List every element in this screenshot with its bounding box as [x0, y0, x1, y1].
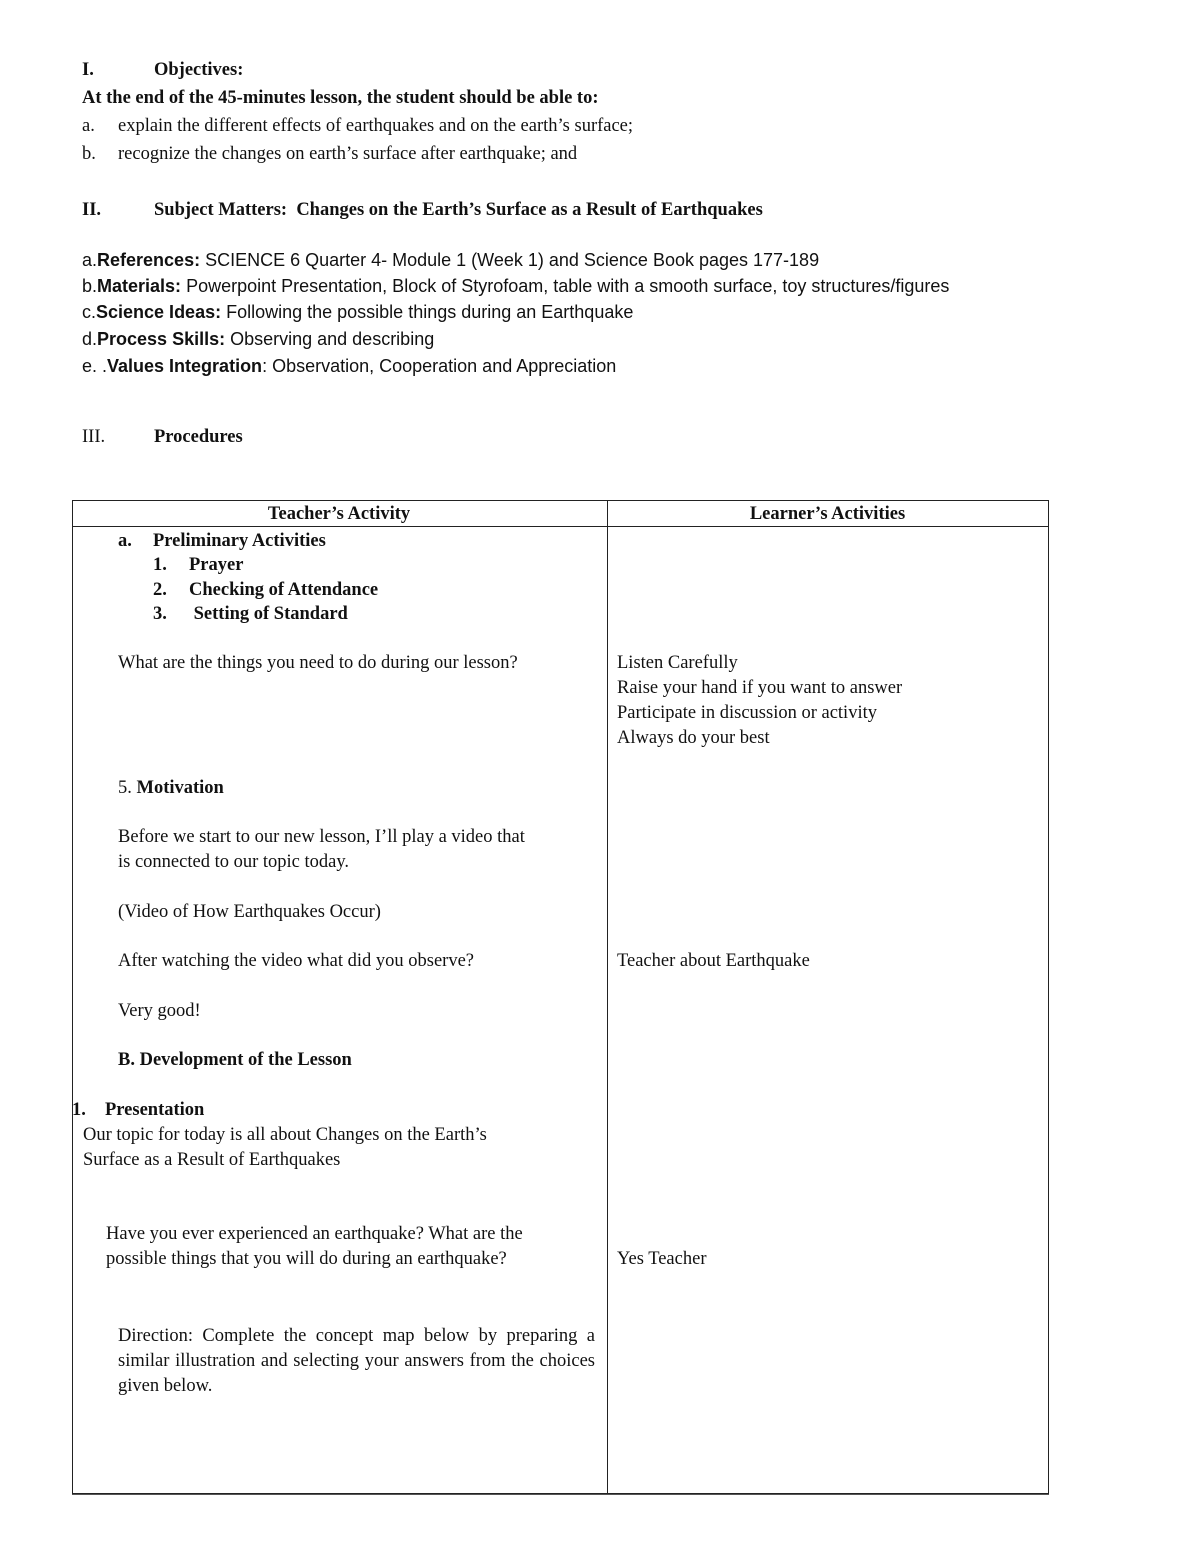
motivation-number: 5. — [118, 778, 132, 798]
step-number: 1. — [153, 555, 167, 575]
subject-item-process-skills — [82, 329, 434, 350]
list-marker: b. — [82, 144, 96, 164]
motivation-intro-line-2: is connected to our topic today. — [118, 852, 350, 872]
step-number: 2. — [153, 580, 167, 600]
direction-text: Direction: Complete the concept map below by preparing a similar illustration and selecting your answers from the choices given below. — [118, 1326, 595, 1396]
objective-item — [82, 116, 633, 137]
praise-text: Very good! — [118, 1001, 201, 1021]
item-label: Science Ideas: — [96, 302, 222, 322]
item-text: Following the possible things during an Earthquake — [221, 302, 634, 322]
step-number: 3. — [153, 604, 167, 624]
learner-experience-answer: Yes Teacher — [617, 1249, 707, 1269]
learner-standard-3: Participate in discussion or activity — [617, 703, 877, 723]
section-numeral: I. — [82, 60, 94, 80]
header-learner-activities: Learner’s Activities — [749, 504, 906, 524]
list-marker: a. — [82, 116, 95, 136]
development-heading: B. Development of the Lesson — [118, 1050, 352, 1070]
table-bottom-rule — [72, 1494, 1049, 1495]
standard-question: What are the things you need to do during our lesson? — [118, 653, 518, 673]
learner-standard-4: Always do your best — [617, 728, 770, 748]
experience-question-line-2: possible things that you will do during an earthquake? — [106, 1249, 507, 1269]
presentation-text-line-2: Surface as a Result of Earthquakes — [83, 1150, 341, 1170]
item-text: Observing and describing — [225, 329, 435, 349]
preliminary-title: Preliminary Activities — [153, 531, 326, 551]
column-divider — [607, 501, 608, 1493]
step-text: Prayer — [189, 555, 244, 575]
subject-matter-heading — [82, 200, 763, 221]
item-text: : Observation, Cooperation and Appreciation — [262, 356, 617, 376]
step-standard — [153, 604, 348, 625]
item-label: Values Integration — [107, 356, 263, 376]
objective-item — [82, 144, 577, 165]
section-title: Subject Matters: — [154, 200, 288, 220]
learner-standard-1: Listen Carefully — [617, 653, 738, 673]
preliminary-activities — [118, 531, 326, 552]
after-video-question: After watching the video what did you observe? — [118, 951, 475, 971]
list-marker: a. — [118, 531, 132, 551]
step-text: Setting of Standard — [189, 604, 348, 624]
subject-item-science-ideas — [82, 302, 633, 323]
list-marker: a. — [82, 250, 98, 270]
presentation-heading — [72, 1100, 204, 1121]
objectives-intro: At the end of the 45-minutes lesson, the student should be able to: — [82, 88, 599, 108]
learner-standard-2: Raise your hand if you want to answer — [617, 678, 903, 698]
list-marker: d. — [82, 329, 98, 349]
learner-video-answer: Teacher about Earthquake — [617, 951, 810, 971]
list-marker: e. . — [82, 356, 108, 376]
section-numeral: III. — [82, 427, 106, 447]
presentation-title: Presentation — [105, 1100, 205, 1120]
objectives-heading — [82, 60, 243, 81]
objective-text: explain the different effects of earthquakes and on the earth’s surface; — [118, 116, 634, 136]
subject-item-materials — [82, 276, 949, 297]
list-marker: c. — [82, 302, 97, 322]
item-label: Materials: — [97, 276, 182, 296]
section-title: Procedures — [154, 427, 243, 447]
motivation-intro-line-1: Before we start to our new lesson, I’ll play a video that — [118, 827, 525, 847]
step-attendance — [153, 580, 378, 601]
header-teacher-activity: Teacher’s Activity — [267, 504, 411, 524]
video-note: (Video of How Earthquakes Occur) — [118, 902, 381, 922]
step-prayer — [153, 555, 243, 576]
subject-item-values-integration — [82, 356, 616, 377]
subject-topic: Changes on the Earth’s Surface as a Result of Earthquakes — [296, 200, 763, 220]
list-marker: b. — [82, 276, 98, 296]
section-numeral: II. — [82, 200, 102, 220]
procedures-heading — [82, 427, 243, 448]
item-label: Process Skills: — [97, 329, 226, 349]
presentation-number: 1. — [72, 1100, 86, 1120]
motivation-heading — [118, 778, 224, 799]
experience-question-line-1: Have you ever experienced an earthquake? What are the — [106, 1224, 523, 1244]
header-divider — [73, 526, 1048, 527]
objective-text: recognize the changes on earth’s surface after earthquake; and — [118, 144, 578, 164]
item-text: SCIENCE 6 Quarter 4- Module 1 (Week 1) and Science Book pages 177-189 — [200, 250, 820, 270]
section-title: Objectives: — [154, 60, 244, 80]
motivation-title: Motivation — [136, 778, 224, 798]
item-label: References: — [97, 250, 201, 270]
step-text: Checking of Attendance — [189, 580, 379, 600]
presentation-text-line-1: Our topic for today is all about Changes on the Earth’s — [83, 1125, 487, 1145]
subject-item-references — [82, 250, 819, 271]
item-text: Powerpoint Presentation, Block of Styrofoam, table with a smooth surface, toy structures/figures — [181, 276, 950, 296]
